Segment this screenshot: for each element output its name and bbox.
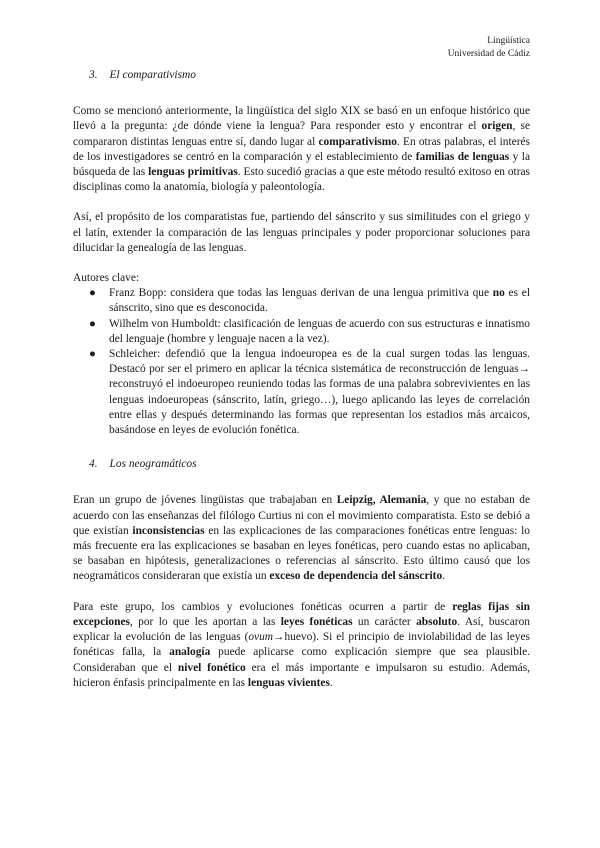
section-4-number: 4. [89, 458, 98, 471]
page-header [448, 35, 530, 60]
section-3-number: 3. [89, 69, 98, 81]
term-exceso-dependencia: exceso de dependencia del sánscrito [269, 570, 443, 583]
header-subject: Lingüística [487, 36, 530, 46]
term-absoluto: absoluto [416, 615, 458, 628]
section-3-title: El comparativismo [109, 69, 196, 81]
section-3-paragraph-1: Como se mencionó anteriormente, la lingüística del siglo XIX se basó en un enfoque histórico que llevó a la pregunta: ¿de dónde viene la lengua? Para responder esto y encontrar el origen, se compararon distintas lenguas entre sí, dando lugar al comparativismo. En otras palabras, el interés de los investigadores se centró en la comparación y el establecimiento de familias de lenguas y la búsqueda de las lenguas primitivas. Esto sucedió gracias a que este método resultó exitoso en otras disciplinas como la anatomía, biología y paleontología. [73, 105, 531, 194]
section-4-heading [89, 457, 530, 472]
term-lenguas-vivientes: lenguas vivientes [247, 676, 330, 689]
bullet-icon: ● [89, 348, 96, 361]
term-origen: origen [481, 120, 513, 133]
section-4-paragraph-2: Para este grupo, los cambios y evoluciones fonéticas ocurren a partir de reglas fijas sin excepciones, por lo que les aportan a las leyes fonéticas un carácter absoluto. Así, buscaron explicar la evolución de las lenguas (ovum→huevo). Si el principio de inviolabilidad de las leyes fonéticas falla, la analogía puede aplicarse como explicación siempre que sea plausible. Consideraban que el nivel fonético era el más importante e impulsaron su estudio. Además, hicieron énfasis principalmente en las lenguas vivientes. [73, 600, 531, 689]
section-3-paragraph-2: Así, el propósito de los comparatistas fue, partiendo del sánscrito y sus similitudes con el griego y el latín, extender la comparación de las lenguas principales y poder proporcionar soluciones para dilucidar la genealogía de las lenguas. [73, 211, 530, 254]
term-nivel-fonetico: nivel fonético [177, 661, 246, 674]
section-4-paragraph-1: Eran un grupo de jóvenes lingüistas que trabajaban en Leipzig, Alemania, y que no estaban de acuerdo con las enseñanzas del filólogo Curtius ni con el movimiento comparatista. Esto se debió a que existían inconsistencias en las explicaciones de las comparaciones fonéticas entre lenguas: lo más frecuente era las explicaciones se basaban en leyes fonéticas, pero cuando estas no aplicaban, se basaban en hipótesis, generalizaciones o referencias al sánscrito. Esto último causó que los neogramáticos consideraran que existía un exceso de dependencia del sánscrito. [73, 494, 531, 583]
term-leyes-foneticas: leyes fonéticas [280, 615, 353, 628]
authors-list [73, 286, 530, 438]
section-4-title: Los neogramáticos [109, 458, 197, 471]
list-item: ● Wilhelm von Humboldt: clasificación de lenguas de acuerdo con sus estructuras e innatismo del lenguaje (hombre y lenguaje nacen a la vez). [89, 317, 530, 345]
list-item: ● Schleicher: defendió que la lengua indoeuropea es de la cual surgen todas las lenguas. Destacó por ser el primero en aplicar la técnica sistemática de reconstrucción de lenguas→ reconstruyó el indoeuropeo reuniendo todas las formas de una palabra sobrevivientes en las lenguas indoeuropeas (sánscrito, latín, griego…), luego aplicando las leyes de correlación entre ellas y después determinando las formas que representan los estadios más arcaicos, basándose en leyes de evolución fonética. [89, 348, 530, 437]
bullet-icon: ● [89, 317, 96, 330]
term-reglas-fijas: reglas fijas sin excepciones [73, 600, 530, 628]
header-university: Universidad de Cádiz [447, 48, 530, 59]
list-item: ● Franz Bopp: considera que todas las lenguas derivan de una lengua primitiva que no es el sánscrito, sino que es desconocida. [89, 287, 530, 315]
term-analogia: analogía [169, 646, 211, 659]
term-lenguas-primitivas: lenguas primitivas [148, 166, 238, 179]
bullet-icon: ● [89, 287, 96, 300]
term-leipzig: Leipzig, Alemania [336, 494, 427, 507]
term-inconsistencias: inconsistencias [132, 524, 205, 537]
authors-label: Autores clave: [73, 272, 140, 285]
term-comparativismo: comparativismo [318, 135, 397, 148]
section-3-heading [89, 68, 530, 83]
term-ovum: ovum [248, 631, 274, 644]
page-content [73, 68, 530, 706]
term-familias-de-lenguas: familias de lenguas [415, 150, 510, 163]
